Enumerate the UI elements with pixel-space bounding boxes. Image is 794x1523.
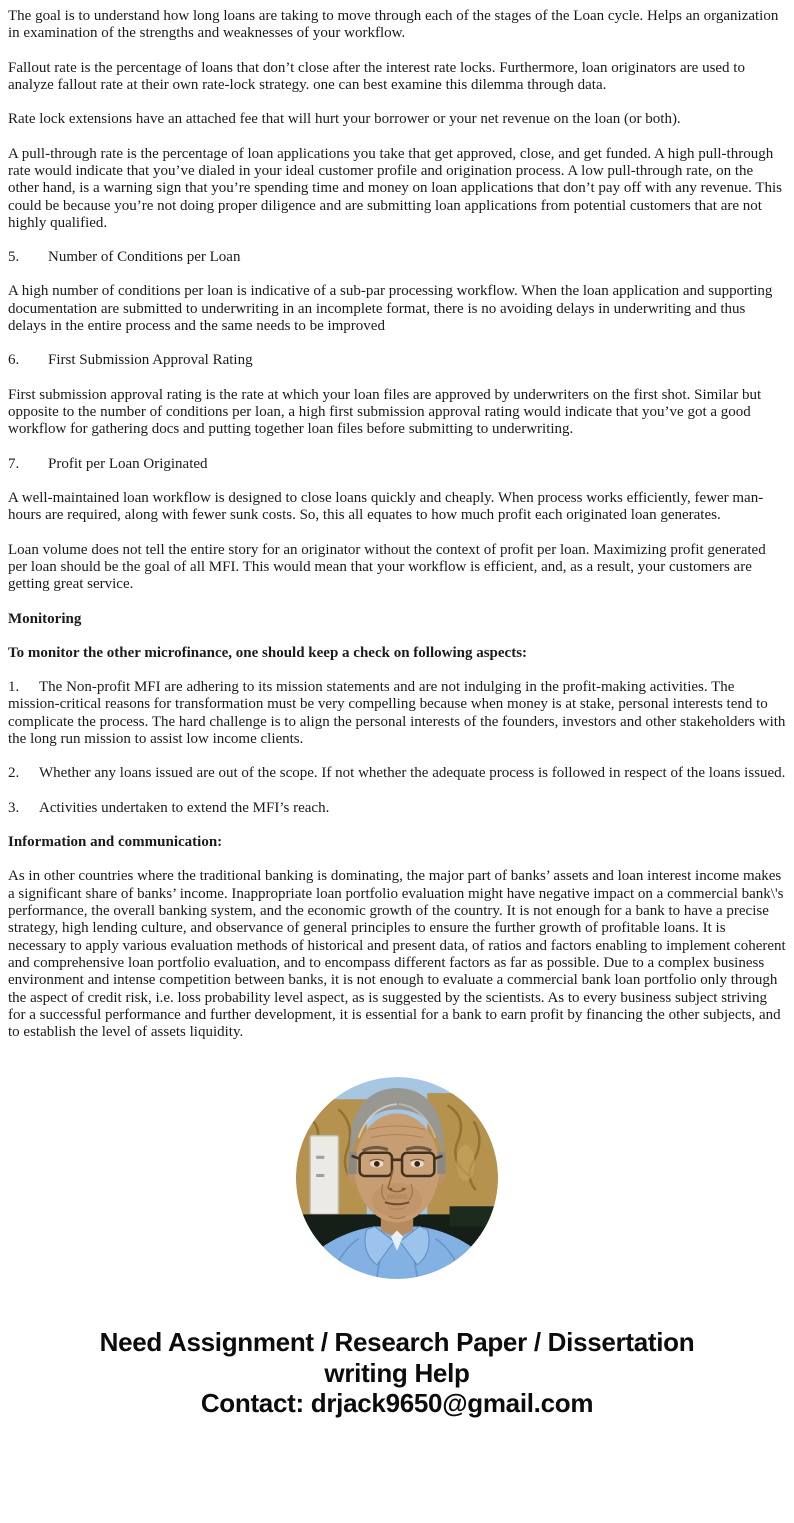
item-number: 7. <box>8 455 20 472</box>
list-item-text: Activities undertaken to extend the MFI’s reach. <box>39 799 330 816</box>
item-number: 5. <box>8 249 20 266</box>
heading-text: Profit per Loan Originated <box>48 455 208 472</box>
heading-text: First Submission Approval Rating <box>48 352 253 369</box>
list-item <box>8 800 787 817</box>
paragraph: A high number of conditions per loan is indicative of a sub-par processing workflow. When the loan application and supporting documentation are submitted to underwriting in an incomplete format, there is no avoiding delays in underwriting and thus delays in the entire process and the same needs to be improved <box>8 283 773 335</box>
list-item-text: Whether any loans issued are out of the scope. If not whether the adequate process is followed in respect of the loans issued. <box>39 765 786 782</box>
item-number: 3. <box>8 799 20 816</box>
promo-line-3: Contact: drjack9650@gmail.com <box>200 1387 594 1418</box>
portrait-photo <box>296 1077 498 1279</box>
paragraph: The goal is to understand how long loans are taking to move through each of the stages of the Loan cycle. Helps an organization in examination of the strengths and weaknesses of your workflow. <box>8 8 779 42</box>
paragraph: Fallout rate is the percentage of loans that don’t close after the interest rate locks. Furthermore, loan originators are used to analyze fallout rate at their own rate-lock strategy. one can best examine this dilemma through data. <box>8 59 745 93</box>
numbered-heading <box>8 456 787 473</box>
promo-banner <box>0 1327 794 1417</box>
paragraph: Loan volume does not tell the entire story for an originator without the context of profit per loan. Maximizing profit generated per loan should be the goal of all MFI. This would mean that your workflow is efficient, and, as a result, your customers are getting great service. <box>8 541 766 593</box>
paragraph: A well-maintained loan workflow is designed to close loans quickly and cheaply. When process works efficiently, fewer man-hours are required, along with fewer sunk costs. So, this all equates to how much profit each originated loan generates. <box>8 489 764 524</box>
numbered-heading <box>8 352 787 369</box>
section-heading: Monitoring <box>8 610 82 627</box>
item-number: 6. <box>8 352 20 369</box>
list-item <box>8 765 787 782</box>
list-item <box>8 679 787 748</box>
list-item-text: The Non-profit MFI are adhering to its mission statements and are not indulging in the profit-making activities. The mission-critical reasons for transformation must be very compelling because when money is at stake, personal interests tend to complicate the process. The hard challenge is to align the personal interests of the founders, investors and other stakeholders with the long run mission to assist low income clients. <box>8 679 786 748</box>
section-heading: To monitor the other microfinance, one should keep a check on following aspects: <box>8 644 528 661</box>
paragraph: First submission approval rating is the rate at which your loan files are approved by underwriters on the first shot. Similar but opposite to the number of conditions per loan, a high first submission approval rating would indicate that you’ve got a good workflow for gathering docs and putting together loan files before submitting to underwriting. <box>8 386 762 438</box>
section-heading: Information and communication: <box>8 834 223 850</box>
promo-line-2: writing Help <box>324 1357 470 1388</box>
paragraph: Rate lock extensions have an attached fee that will hurt your borrower or your net revenue on the loan (or both). <box>8 111 681 128</box>
item-number: 1. <box>8 679 20 696</box>
heading-text: Number of Conditions per Loan <box>48 249 241 266</box>
promo-line-1: Need Assignment / Research Paper / Dissertation <box>99 1327 695 1358</box>
item-number: 2. <box>8 765 20 782</box>
paragraph: A pull-through rate is the percentage of loan applications you take that get approved, close, and get funded. A high pull-through rate would indicate that you’ve dialed in your ideal customer profile and origination process. A low pull-through rate, on the other hand, is a warning sign that you’re spending time and money on loan applications that don’t pay off with any revenue. This could be because you’re not doing proper diligence and are submitting loan applications from potential customers that are not highly qualified. <box>8 145 783 231</box>
paragraph: As in other countries where the traditional banking is dominating, the major part of banks’ assets and loan interest income makes a significant share of banks’ income. Inappropriate loan portfolio evaluation might have negative impact on a commercial bank\'s performance, the overall banking system, and the economic growth of the country. It is not enough for a bank to have a precise strategy, high lending culture, and observance of general principles to ensure the further growth of profitable loans. It is necessary to apply various evaluation methods of historical and present data, of ratios and factors enabling to implement coherent and comprehensive loan portfolio evaluation, and to encompass different factors as far as possible. Due to a complex business environment and intense competition between banks, it is not enough to evaluate a commercial bank loan portfolio only through the aspect of credit risk, i.e. loss probability level aspect, as is suggested by the scientists. As to every business subject striving for a successful performance and further development, it is essential for a bank to earn profit by financing the other subjects, and to establish the level of assets liquidity. <box>8 868 786 1041</box>
numbered-heading <box>8 249 787 266</box>
